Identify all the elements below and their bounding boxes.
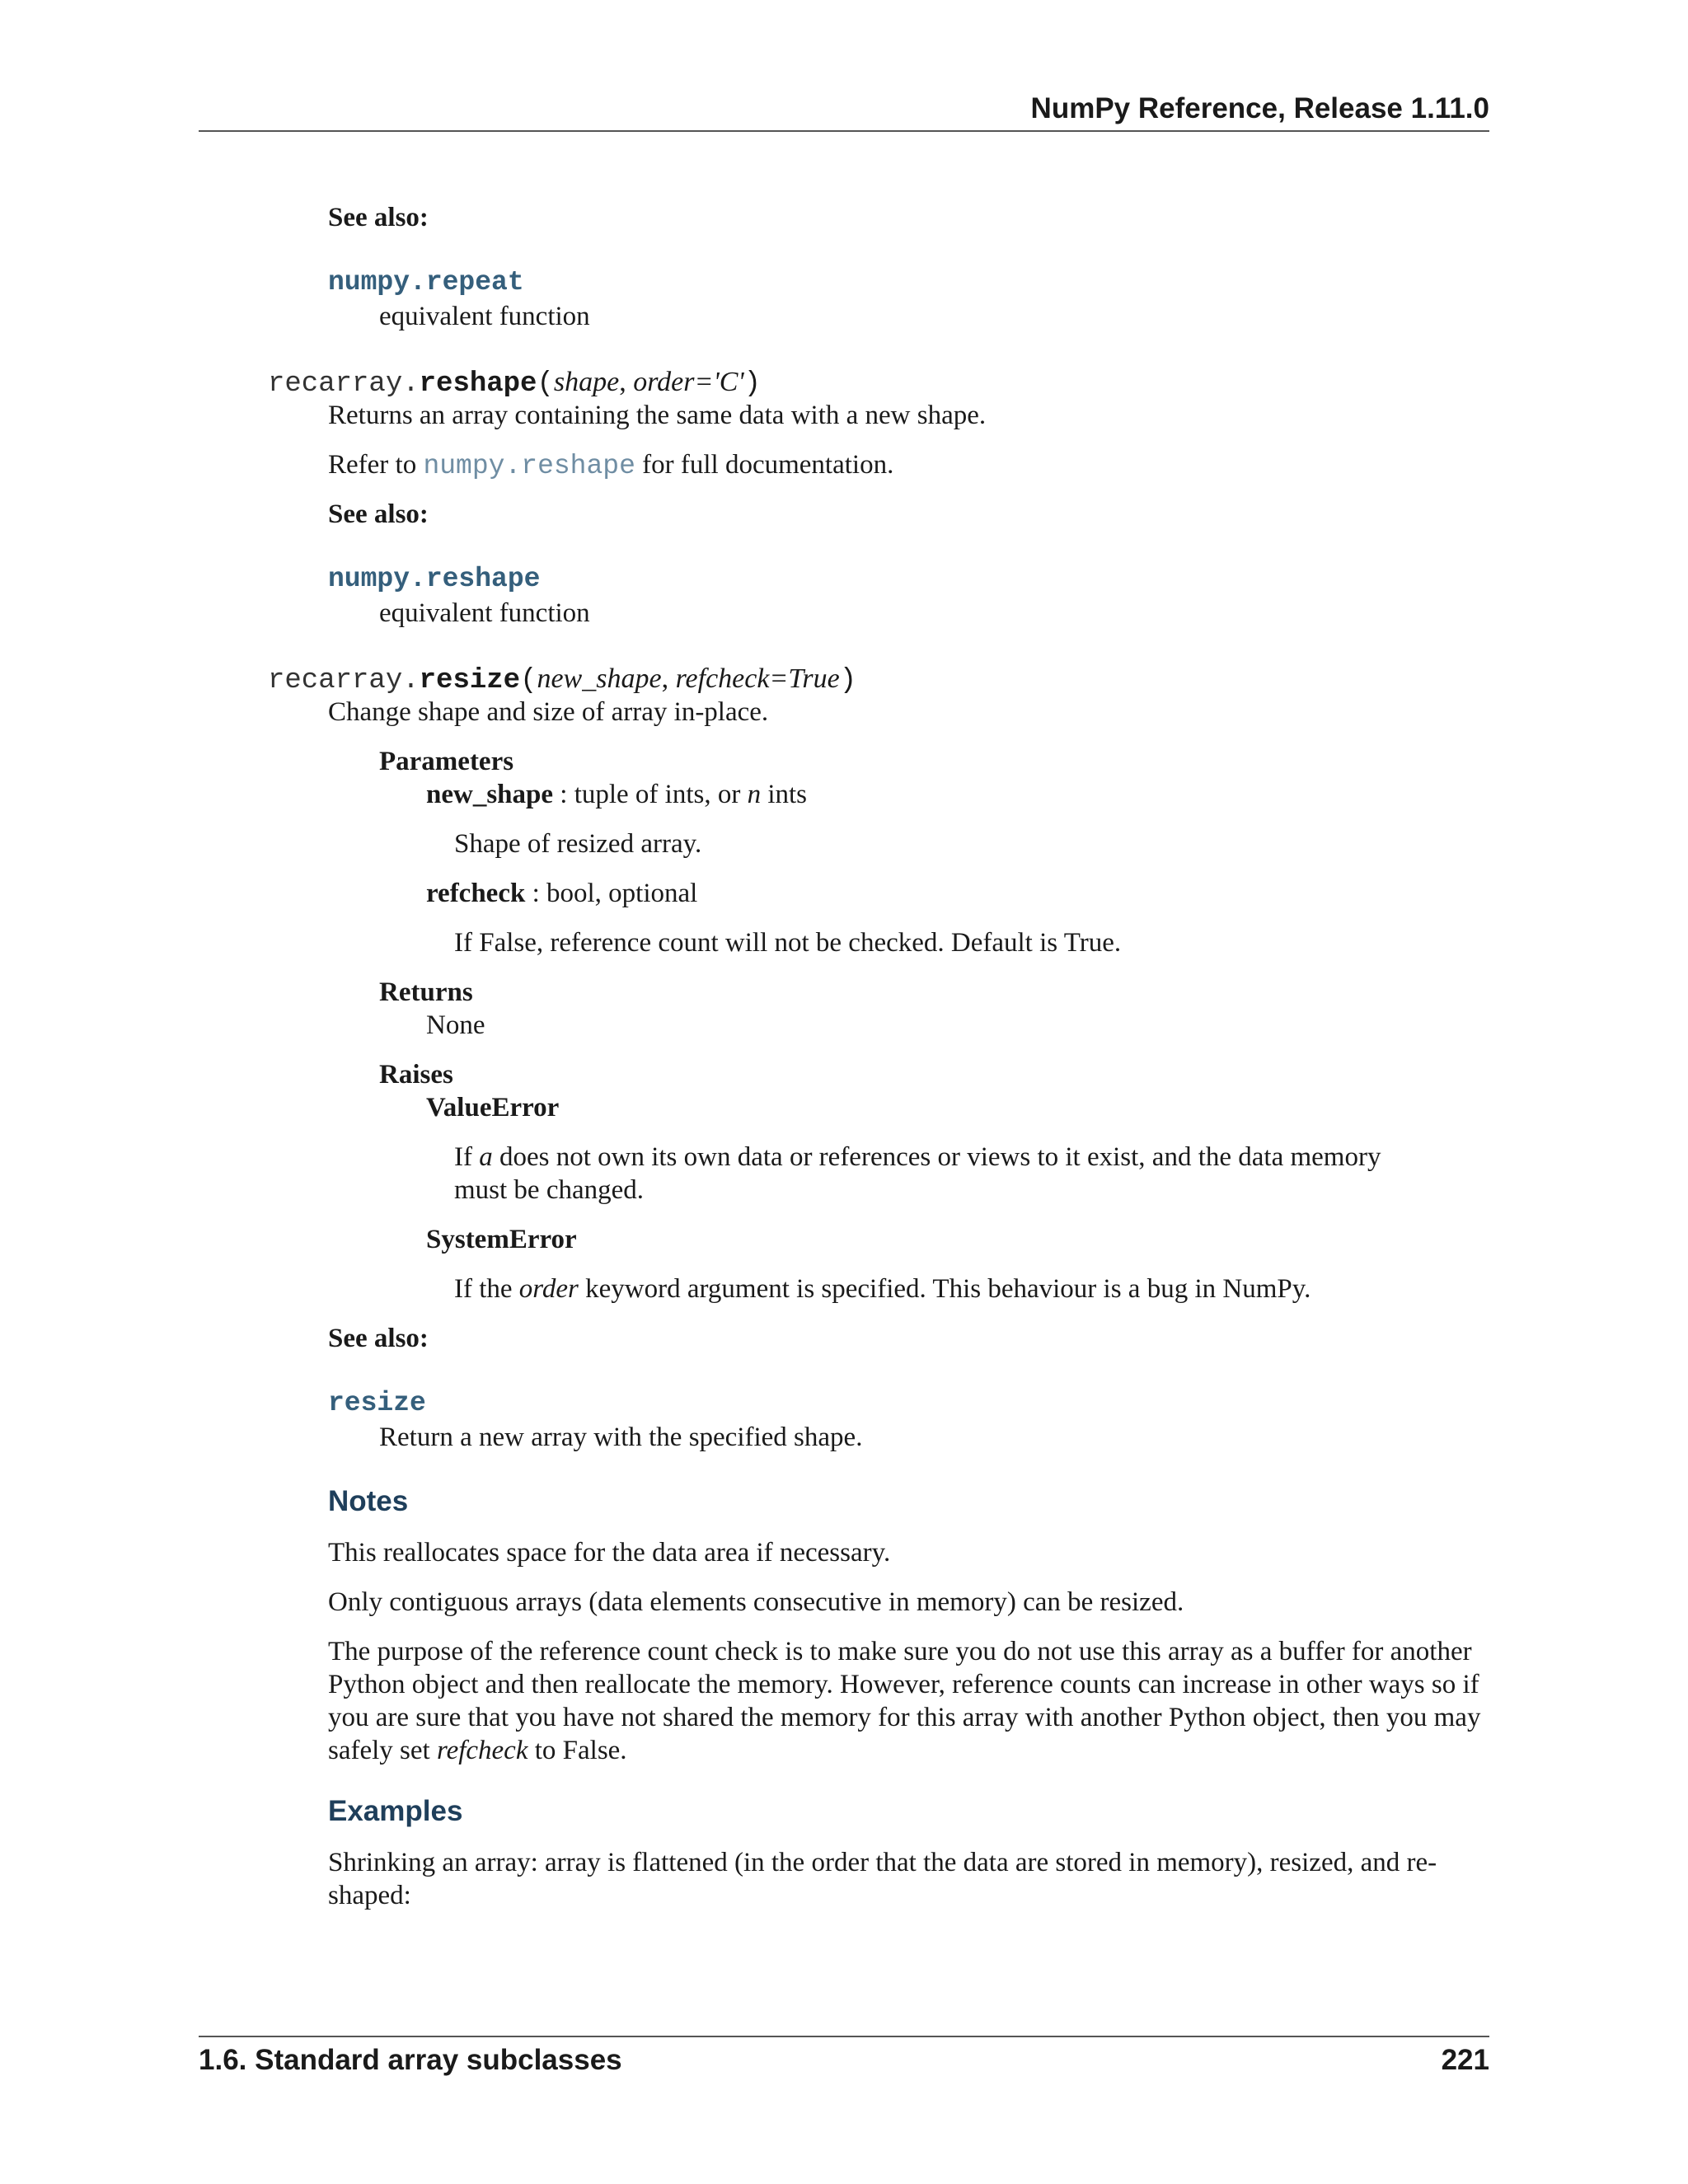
method-summary: Change shape and size of array in-place. xyxy=(328,697,769,727)
notes-text: to False. xyxy=(528,1736,627,1765)
method-summary: Returns an array containing the same data with a new shape. xyxy=(328,401,987,430)
parameters-label: Parameters xyxy=(379,747,514,776)
examples-paragraph-line: Shrinking an array: array is flattened (in the order that the data are stored in memory), resized, and re- xyxy=(328,1848,1437,1877)
notes-paragraph-line: The purpose of the reference count check is to make sure you do not use this array as a buffer for another xyxy=(328,1637,1472,1666)
signature-paren: ) xyxy=(839,665,857,696)
footer-rule xyxy=(199,2036,1489,2037)
desc-italic: order xyxy=(518,1274,579,1304)
returns-value: None xyxy=(426,1010,485,1040)
notes-text: safely set xyxy=(328,1736,437,1765)
see-also-link-resize[interactable]: resize xyxy=(328,1388,426,1418)
param-new-shape xyxy=(426,778,807,811)
raises-description xyxy=(454,1141,1381,1174)
signature-class-prefix: recarray. xyxy=(268,368,420,400)
param-type: ints xyxy=(761,780,808,809)
signature-arg: new_shape xyxy=(537,663,662,694)
param-type: : tuple of ints, or xyxy=(553,780,748,809)
raises-valueerror: ValueError xyxy=(426,1093,560,1122)
footer-section-title: 1.6. Standard array subclasses xyxy=(199,2044,622,2076)
raises-description-line2: must be changed. xyxy=(454,1175,645,1205)
see-also-description: equivalent function xyxy=(379,302,590,331)
see-also-label: See also: xyxy=(328,1324,429,1353)
signature-class-prefix: recarray. xyxy=(268,665,420,696)
signature-paren: ( xyxy=(520,665,537,696)
see-also-description: equivalent function xyxy=(379,598,590,628)
see-also-label: See also: xyxy=(328,499,429,529)
param-description: Shape of resized array. xyxy=(454,829,702,859)
notes-heading: Notes xyxy=(328,1485,409,1517)
notes-paragraph: This reallocates space for the data area if necessary. xyxy=(328,1538,891,1568)
refer-prefix: Refer to xyxy=(328,450,424,480)
raises-systemerror: SystemError xyxy=(426,1225,577,1254)
desc-text: If xyxy=(454,1142,480,1172)
refer-to-line xyxy=(328,448,893,483)
see-also-description: Return a new array with the specified shape. xyxy=(379,1422,863,1452)
signature-method-name: resize xyxy=(419,665,521,696)
header-rule xyxy=(199,130,1489,132)
param-name: new_shape xyxy=(426,780,554,809)
desc-text: If the xyxy=(454,1274,519,1304)
see-also-link-numpy-repeat[interactable]: numpy.repeat xyxy=(328,267,524,298)
see-also-link-numpy-reshape[interactable]: numpy.reshape xyxy=(328,564,541,594)
signature-arg: order='C' xyxy=(633,367,744,397)
signature-arg: refcheck=True xyxy=(675,663,840,694)
returns-label: Returns xyxy=(379,977,473,1007)
raises-description xyxy=(454,1272,1311,1305)
footer-page-number: 221 xyxy=(1441,2044,1489,2076)
notes-italic: refcheck xyxy=(436,1736,528,1765)
desc-italic: a xyxy=(479,1142,493,1172)
signature-paren: ( xyxy=(537,368,554,400)
signature-method-name: reshape xyxy=(419,368,537,400)
param-type: : bool, optional xyxy=(525,879,698,908)
refer-suffix: for full documentation. xyxy=(635,450,894,480)
param-type-italic: n xyxy=(747,780,762,809)
desc-text: keyword argument is specified. This behaviour is a bug in NumPy. xyxy=(578,1274,1311,1304)
raises-label: Raises xyxy=(379,1060,453,1090)
method-signature-resize xyxy=(268,663,856,697)
see-also-label: See also: xyxy=(328,203,429,232)
param-description: If False, reference count will not be checked. Default is True. xyxy=(454,928,1122,958)
notes-paragraph-line: you are sure that you have not shared the memory for this array with another Python object, then you may xyxy=(328,1703,1481,1732)
param-name: refcheck xyxy=(426,879,526,908)
notes-paragraph: Only contiguous arrays (data elements consecutive in memory) can be resized. xyxy=(328,1587,1184,1617)
running-header-title: NumPy Reference, Release 1.11.0 xyxy=(1030,92,1489,124)
signature-paren: ) xyxy=(743,368,762,400)
notes-paragraph-line: Python object and then reallocate the memory. However, reference counts can increase in other ways so if xyxy=(328,1670,1479,1699)
signature-comma: , xyxy=(619,367,634,397)
param-refcheck xyxy=(426,877,697,910)
signature-comma: , xyxy=(661,663,676,694)
signature-arg: shape xyxy=(553,367,620,397)
desc-text: does not own its own data or references or views to it exist, and the data memory xyxy=(492,1142,1381,1172)
examples-paragraph-line: shaped: xyxy=(328,1881,411,1910)
notes-paragraph-line xyxy=(328,1734,627,1767)
method-signature-reshape xyxy=(268,366,761,401)
examples-heading: Examples xyxy=(328,1795,463,1827)
refer-link-numpy-reshape[interactable]: numpy.reshape xyxy=(423,451,635,481)
